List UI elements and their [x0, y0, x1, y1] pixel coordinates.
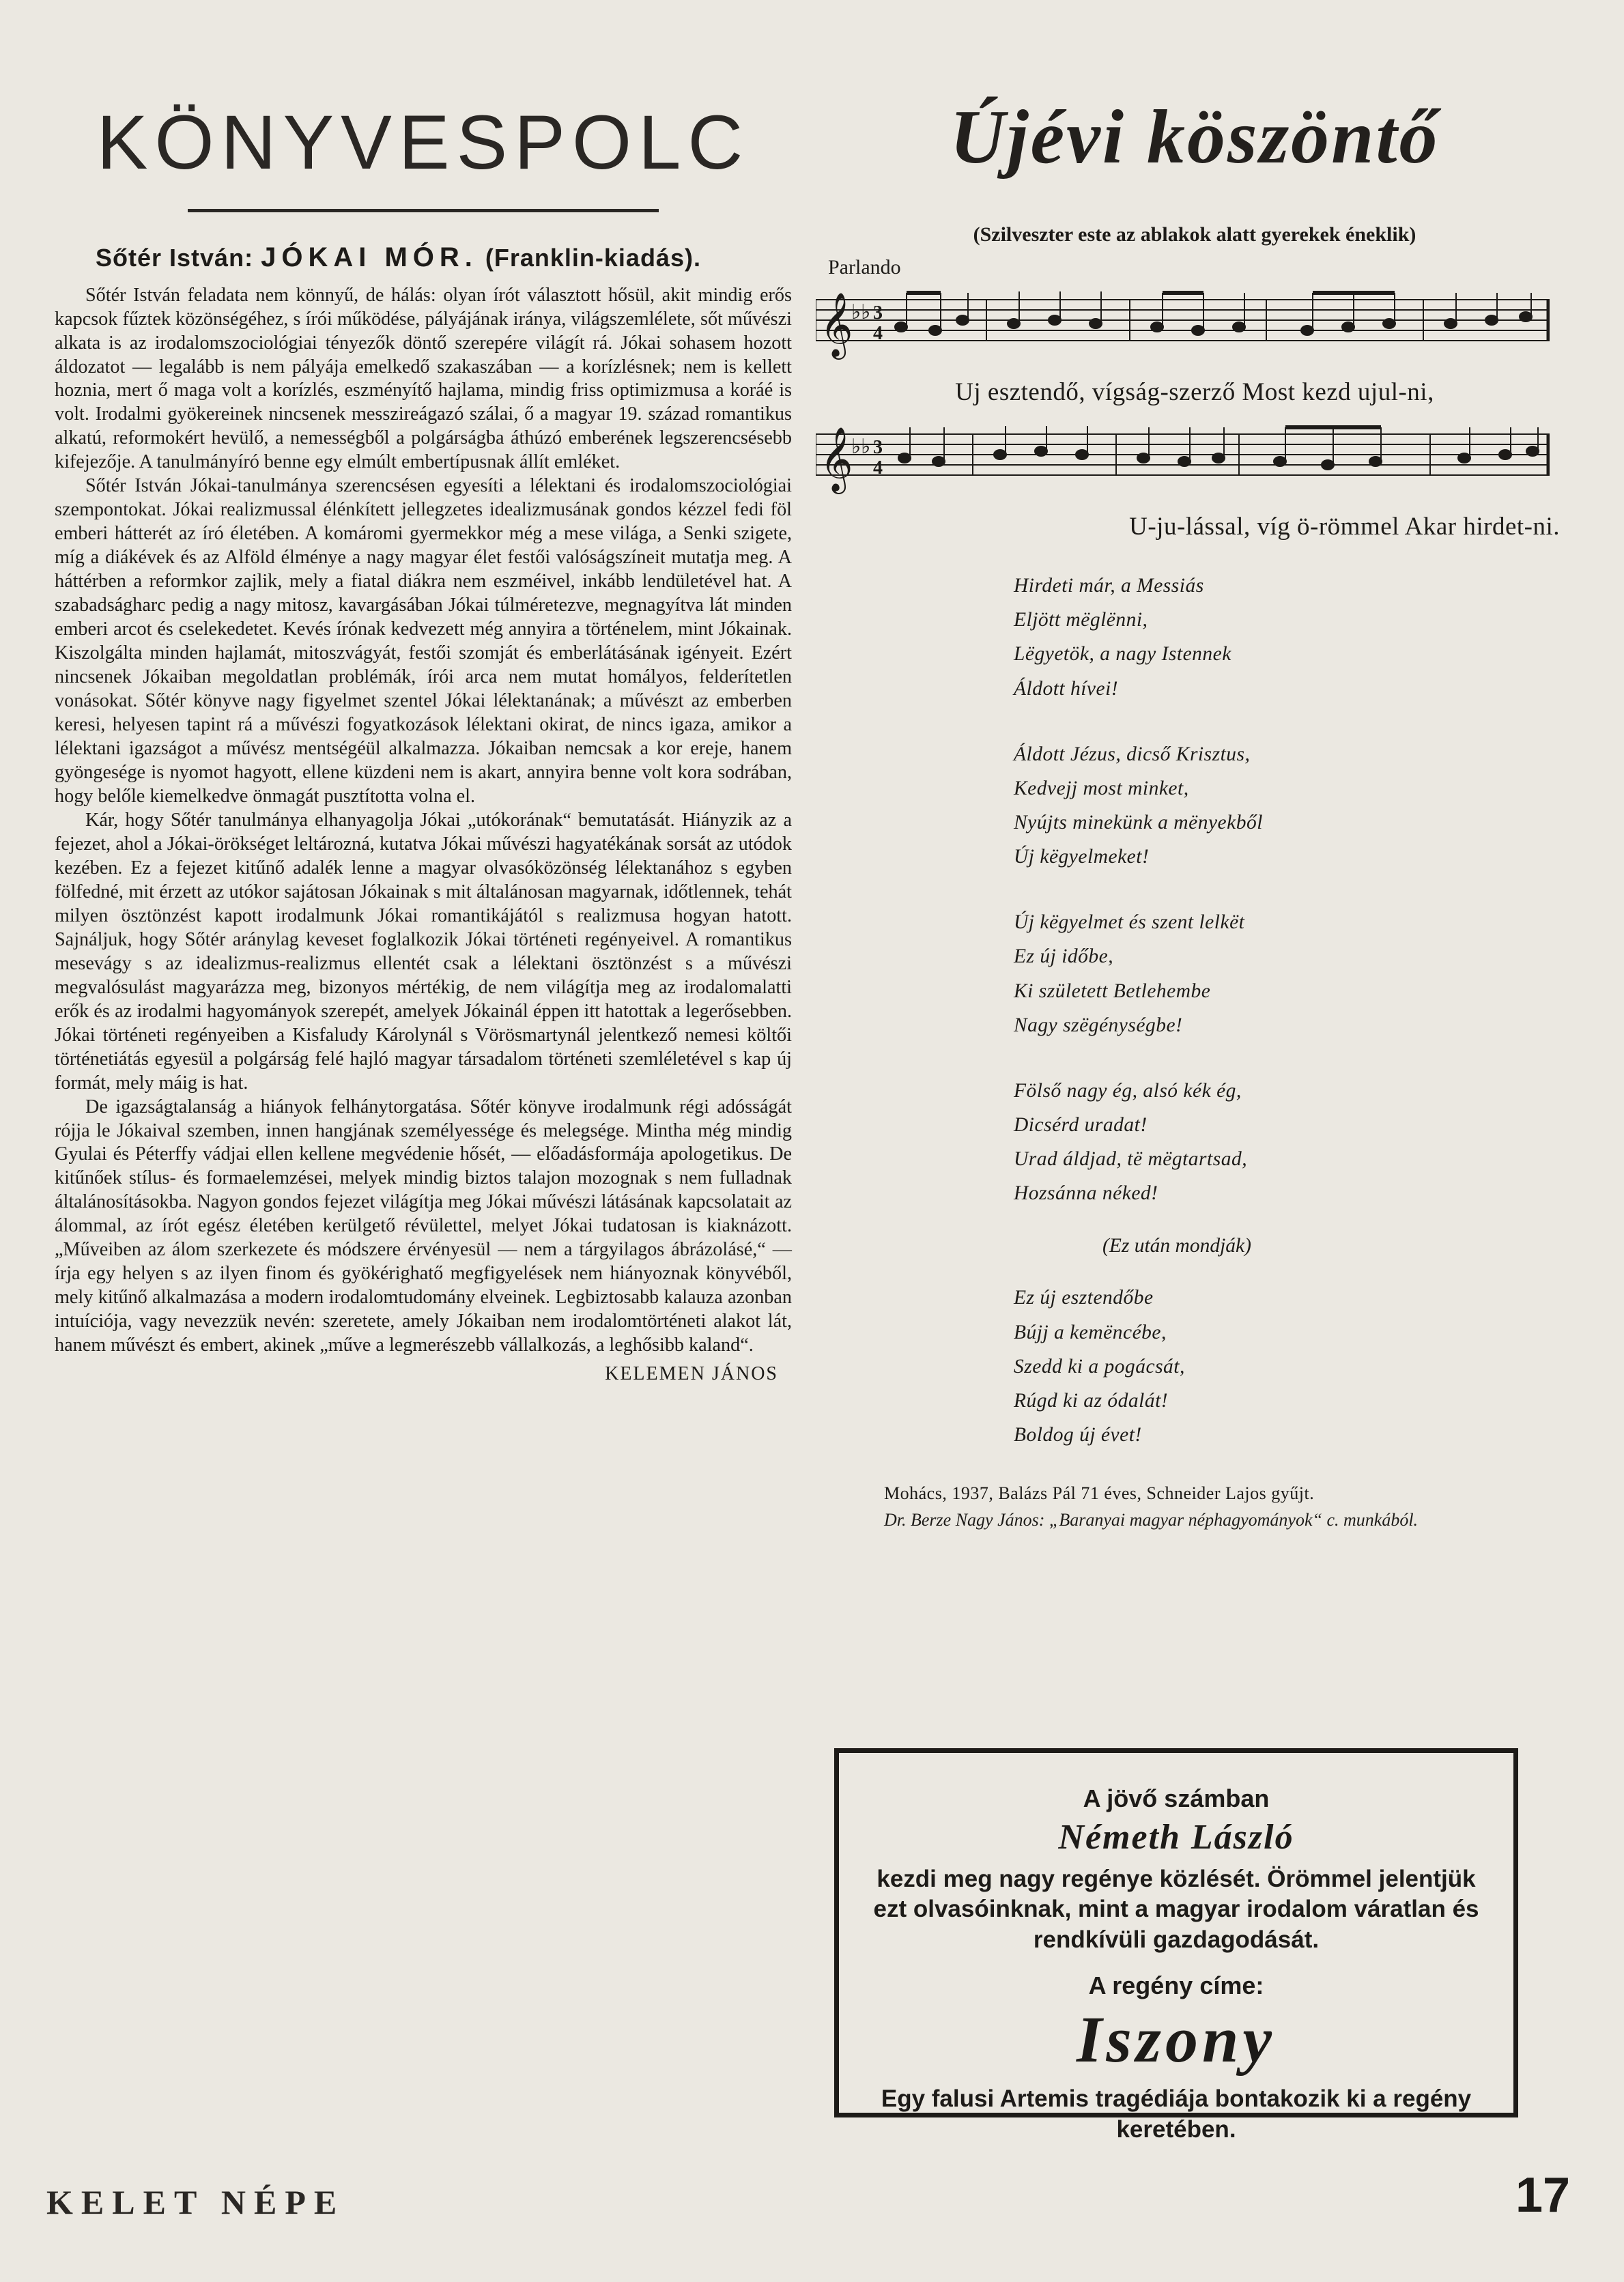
verse	[1014, 569, 1573, 706]
verse-line: Dicsérd uradat!	[1014, 1114, 1148, 1137]
verse-line: Boldog új évet!	[1014, 1424, 1142, 1446]
verse	[1014, 1074, 1573, 1211]
announcement-tagline: Egy falusi Artemis tragédiája bontakozik ki a regény keretében.	[881, 2085, 1472, 2143]
announcement-title-label: A regény címe:	[1088, 1971, 1264, 2000]
svg-text:3: 3	[873, 437, 883, 459]
review-paragraph: Sőtér István feladata nem könnyű, de hálás: olyan írót választott hősül, akit mindig erős kapcsok fűztek közönségéhez, s írói működése, pályájának iránya, világszemlélete, sőt művészi alkata is az irodalomszociológiai tényezők döntő szerepére világít rá. Jókai sohasem hozott áldozatot — legalább is nem pályája emelkedő szakaszában — a korízlésnek; nem is kellett hoznia, mert ő maga volt a korízlés, eszményítő hajlama, mindig friss optimizmusa a koráé is volt. Irodalmi gyökereinek nincsenek messzireágazó szálai, ő a magyar 19. század romantikus alkatú, reformokért hevülő, a nemességből a polgárságba áthúzó emberének legszerencsésebb kifejezője. A tanulmányíró benne egy elmúlt embertípusnak állít emléket.	[55, 284, 792, 473]
verse	[1014, 737, 1573, 874]
verse-line: Ki született Betlehembe	[1014, 980, 1211, 1002]
lyrics-line-2: U-ju-lással, víg ö-römmel Akar hirdet-ni.	[1129, 513, 1560, 541]
announcement-intro: A jövő számban	[1083, 1784, 1270, 1812]
verse-line: Új këgyelmeket!	[1014, 846, 1150, 868]
svg-text:𝄞: 𝄞	[820, 292, 853, 358]
review-paragraph: De igazságtalanság a hiányok felhánytorgatása. Sőtér könyve irodalmunk régi adósságát rójja le Jókaival szemben, innen hangjának személyessége és melegsége. Mintha még mindig Gyulai és Péterffy vádjai ellen kellene megvédenie hősét, — előadásformája apologetikus. De kitűnőek stílus- és formaelemzései, melyek mindig biztos talajon mozognak s nem fulladnak általánosításokba. Nagyon gondos fejezet világítja meg Jókai művészi látásának kapcsolatait az álommal, az írót egész életében kerülgető révülettel, melyet Jókai tudatosan is kiaknázott. „Műveiben az álom szerkezete és módszere érvényesül — nem a tárgyilagos ábrázolásé,“ — írja egy helyen s az ilyen finom és gyökérighatő megfigyelések nem hiányoznak könyvéből, mely kitűnő alkalmazása a modern irodalomtudomány elveinek. Legbiztosabb kalauza azonban intuíciója, vagy nevezzük nevén: szeretete, amely Jókaiban nem irodalomtörténeti alakot lát, hanem művészt és embert, akinek „műve a legmerészebb vállalkozás, a leghősibb kaland“.	[55, 1096, 792, 1356]
poem-verses	[1014, 569, 1573, 1452]
verse-line: Ez új időbe,	[1014, 945, 1114, 968]
announcement-box	[834, 1748, 1518, 2143]
svg-text:𝄞: 𝄞	[820, 427, 853, 492]
verse-line: Ez új esztendőbe	[1014, 1287, 1154, 1309]
svg-text:♭♭: ♭♭	[851, 300, 871, 325]
stage-direction: (Ez után mondják)	[1102, 1235, 1251, 1257]
right-column	[816, 96, 1573, 1532]
review-signature: KELEMEN JÁNOS	[605, 1363, 778, 1385]
verse-line: Szedd ki a pogácsát,	[1014, 1355, 1185, 1378]
verse-line: Lëgyetök, a nagy Istennek	[1014, 643, 1231, 666]
verse	[1014, 1281, 1573, 1452]
poem-subtitle: (Szilveszter este az ablakok alatt gyerekek éneklik)	[973, 223, 1416, 246]
tempo-marking: Parlando	[828, 256, 901, 279]
review-heading	[96, 242, 792, 273]
verse-line: Nyújts minekünk a mënyekből	[1014, 812, 1263, 834]
review-author: Sőtér István:	[96, 243, 254, 272]
announcement-author: Németh László	[1058, 1818, 1294, 1857]
verse-line: Áldott Jézus, dicső Krisztus,	[1014, 743, 1251, 765]
section-title: KÖNYVESPOLC	[96, 100, 750, 185]
verse-line: Bújj a kemëncébe,	[1014, 1321, 1167, 1343]
verse-line: Kedvejj most minket,	[1014, 777, 1189, 799]
announcement-text: kezdi meg nagy regénye közlését. Örömmel jelentjük ezt olvasóinknak, mint a magyar irodalom váratlan és rendkívüli gazdagodását.	[873, 1866, 1479, 1953]
verse-line: Új këgyelmet és szent lelkët	[1014, 911, 1245, 934]
verse-line: Hirdeti már, a Messiás	[1014, 575, 1204, 597]
lyrics-line-1: Uj esztendő, vígság-szerző Most kezd ujul-ni,	[955, 378, 1434, 407]
review-publisher: (Franklin-kiadás).	[485, 243, 701, 272]
page-number: 17	[1515, 2168, 1571, 2223]
title-rule	[188, 209, 659, 212]
svg-text:3: 3	[873, 302, 883, 324]
svg-text:4: 4	[873, 457, 883, 479]
verse-line: Nagy szëgénységbe!	[1014, 1014, 1183, 1036]
verse-line: Urad áldjad, të mëgtartsad,	[1014, 1148, 1248, 1171]
poem-reference: Dr. Berze Nagy János: „Baranyai magyar néphagyományok“ c. munkából.	[884, 1510, 1419, 1530]
music-staff-1	[816, 286, 1550, 361]
magazine-name: KELET NÉPE	[46, 2183, 345, 2221]
svg-text:4: 4	[873, 323, 883, 345]
svg-text:♭♭: ♭♭	[851, 435, 871, 459]
verse-line: Rúgd ki az ódalát!	[1014, 1389, 1169, 1412]
review-paragraph: Kár, hogy Sőtér tanulmánya elhanyagolja Jókai „utókorának“ bemutatását. Hiányzik az a fejezet, ahol a Jókai-örökséget leltározná, kutatva Jókai művészi hagyatékának sorsát az utódok kezében. Ez a fejezet kitűnő adalék lenne a magyar olvasóközönség lélektanához s egyben fölfedné, mit érzett az utókor sajátosan Jókainak s mit általánosan magyarnak, időtlennek, tehát milyen ösztönzést kapott irodalmunk Jókai romantikájától s realizmusa hogyan hatott. Sajnáljuk, hogy Sőtér aránylag keveset foglalkozik Jókai történeti regényeivel. A romantikus mesevágy s az idealizmus-realizmus ellentét csak a lélektani ösztönzést s a művészi megvalósulást magyarázza meg, bizonyos mértékig, de nem világítja meg az irodalomalatti erők és az irodalmi hagyományok szerepét, amelyek Jókainál éppen itt hatottak a legerősebben. Jókai történeti regényeiben a Kisfaludy Károlynál s Vörösmartynál jelentkező nemesi költői történetiátás egyesül a polgárság felé hajló magyar társadalom történeti szemléletével s kap új formát, mely máig is hat.	[55, 809, 792, 1094]
verse	[1014, 905, 1573, 1042]
left-column	[55, 96, 792, 1385]
verse-line: Fölső nagy ég, alsó kék ég,	[1014, 1079, 1242, 1102]
poem-title: Újévi köszöntő	[950, 95, 1440, 180]
music-staff-2	[816, 420, 1550, 496]
review-paragraph: Sőtér István Jókai-tanulmánya szerencsésen egyesíti a lélektani és irodalomszociológiai szempontokat. Jókai realizmussal élénkített jellegzetes idealizmusának gondos kézzel fedi föl emberi hátterét az író életében. A komáromi gyermekkor még a mese világa, a Senki szigete, míg a diákévek és az Alföld élménye a nagy magyar élet festői valóságszíneit mutatja meg. A háttérben a reformkor zajlik, mely a fiatal diákra nem eszméivel, inkább lendületével hat. A szabadságharc pedig a nagy mitosz, kavargásában Jókai túlméretezve, megnagyítva lát minden emberi arcot és cselekedetet. Kevés írónak kedvezett még annyira a történelem, mint Jókainak. Kiszolgálta minden hajlamát, mitoszvágyát, festői szomját és emberlátásának igényeit. Ezért nincsenek Jókaiban megoldatlan problémák, írói arca nem mutat homályos, felderítetlen vonásokat. Sőtér könyve nagy figyelmet szentel Jókai lélektanának; a művészt az emberben keresi, helyesen tapint rá a művészi fogyatkozások lélektani okirat, de nincs igaza, amikor a lélektani igazságot a művész mentségéül alkalmazza. Jókaiban nemcsak a kor ereje, hanem gyöngesége is nyomot hagyott, ellene küzdeni nem is akart, annyira benne volt kora sodrában, hogy belőle kiemelkedve önmagát pusztította volna el.	[55, 475, 792, 807]
review-body	[55, 284, 792, 1358]
review-book-title: JÓKAI MÓR.	[261, 242, 478, 272]
poem-source: Mohács, 1937, Balázs Pál 71 éves, Schneider Lajos gyűjt.	[884, 1483, 1315, 1504]
verse-line: Eljött mëglënni,	[1014, 609, 1148, 631]
verse-line: Hozsánna néked!	[1014, 1182, 1158, 1205]
verse-line: Áldott hívei!	[1014, 677, 1119, 700]
novel-title: Iszony	[1076, 2003, 1277, 2077]
